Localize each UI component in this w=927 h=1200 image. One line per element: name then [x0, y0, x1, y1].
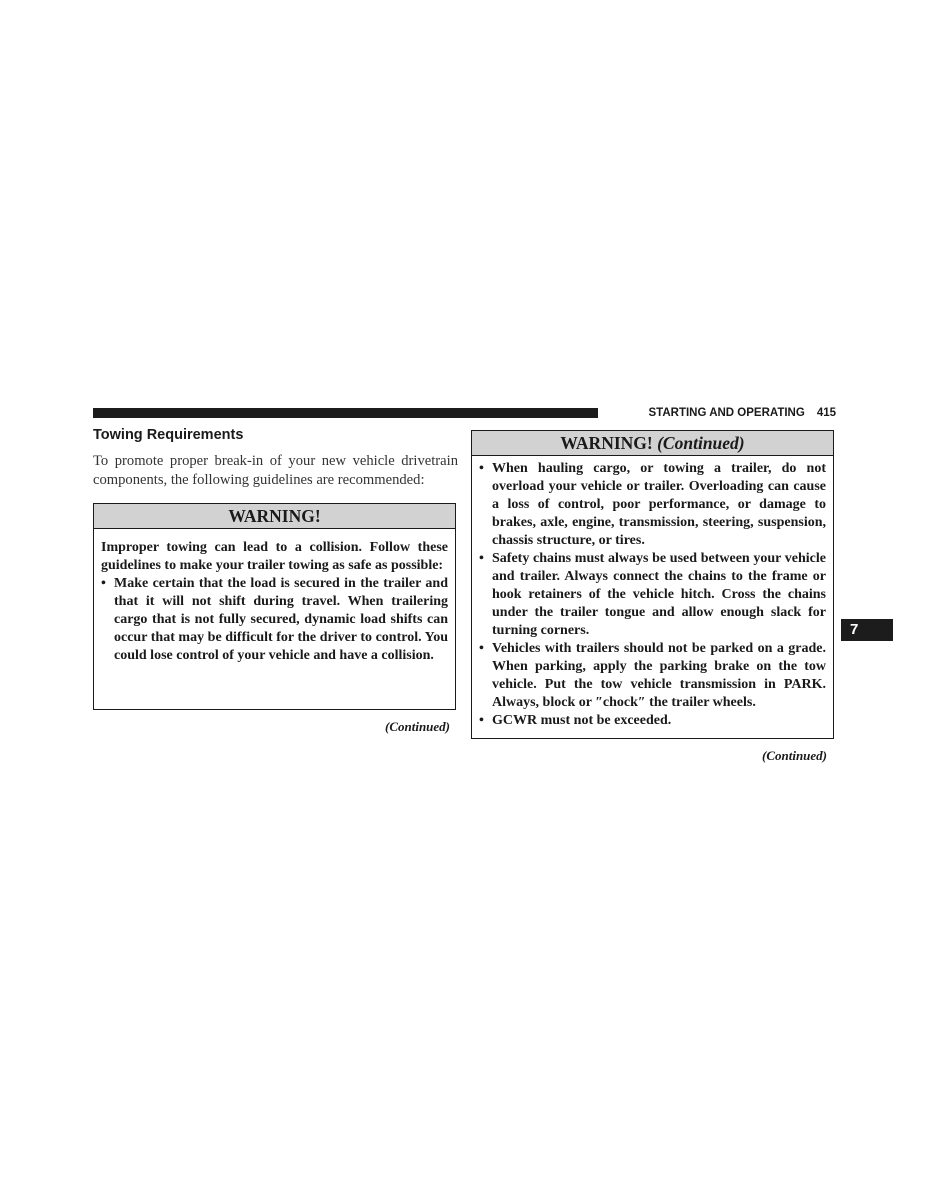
- warning-body: [472, 456, 833, 730]
- warning-intro-text: Improper towing can lead to a collision. Follow these guidelines to make your trailer towing as safe as possible:: [101, 540, 448, 573]
- section-title: Towing Requirements: [93, 427, 244, 443]
- warning-title: WARNING!: [560, 433, 653, 453]
- bullet-marker: •: [101, 576, 106, 591]
- warning-bullet: [479, 460, 826, 550]
- continued-note-right: (Continued): [761, 748, 827, 763]
- warning-bullet: [101, 575, 448, 665]
- bullet-marker: •: [479, 551, 484, 566]
- header-section-title: STARTING AND OPERATING: [648, 407, 805, 419]
- page-number: 415: [816, 407, 836, 419]
- warning-box-right: [471, 430, 834, 739]
- running-header: [606, 405, 836, 421]
- bullet-marker: •: [479, 641, 484, 656]
- warning-box-left: [93, 503, 456, 710]
- warning-title-continued: (Continued): [657, 433, 745, 453]
- continued-note-left: (Continued): [384, 719, 450, 734]
- warning-heading-continued: [472, 431, 833, 456]
- bullet-text: Make certain that the load is secured in the trailer and that it will not shift during travel. When trailering cargo that is not fully secured, dynamic load shifts can occur that may be difficult for the driver to control. You could lose control of your vehicle and have a collision.: [114, 576, 448, 663]
- bullet-text: Safety chains must always be used between your vehicle and trailer. Always connect the chains to the frame or hook retainers of the vehicle hitch. Cross the chains under the trailer tongue and allow enough slack for turning corners.: [492, 551, 826, 638]
- warning-heading: [94, 504, 455, 529]
- header-rule: [93, 408, 598, 418]
- bullet-text: When hauling cargo, or towing a trailer, do not overload your vehicle or trailer. Overloading can cause a loss of control, poor performance, or damage to brakes, axle, engine, transmission, steering, suspension, chassis structure, or tires.: [492, 461, 826, 548]
- bullet-text: Vehicles with trailers should not be parked on a grade. When parking, apply the parking brake on the tow vehicle. Put the tow vehicle transmission in PARK. Always, block or ″chock″ the trailer wheels.: [492, 641, 826, 710]
- warning-title: WARNING!: [228, 506, 321, 526]
- intro-paragraph: To promote proper break-in of your new vehicle drivetrain components, the following guidelines are recommended:: [93, 453, 458, 488]
- bullet-marker: •: [479, 461, 484, 476]
- warning-bullet: [479, 550, 826, 640]
- warning-bullet: [479, 712, 826, 730]
- bullet-text: GCWR must not be exceeded.: [492, 713, 672, 728]
- chapter-tab: 7: [841, 619, 893, 641]
- warning-bullet: [479, 640, 826, 712]
- warning-body: [94, 529, 455, 665]
- bullet-marker: •: [479, 713, 484, 728]
